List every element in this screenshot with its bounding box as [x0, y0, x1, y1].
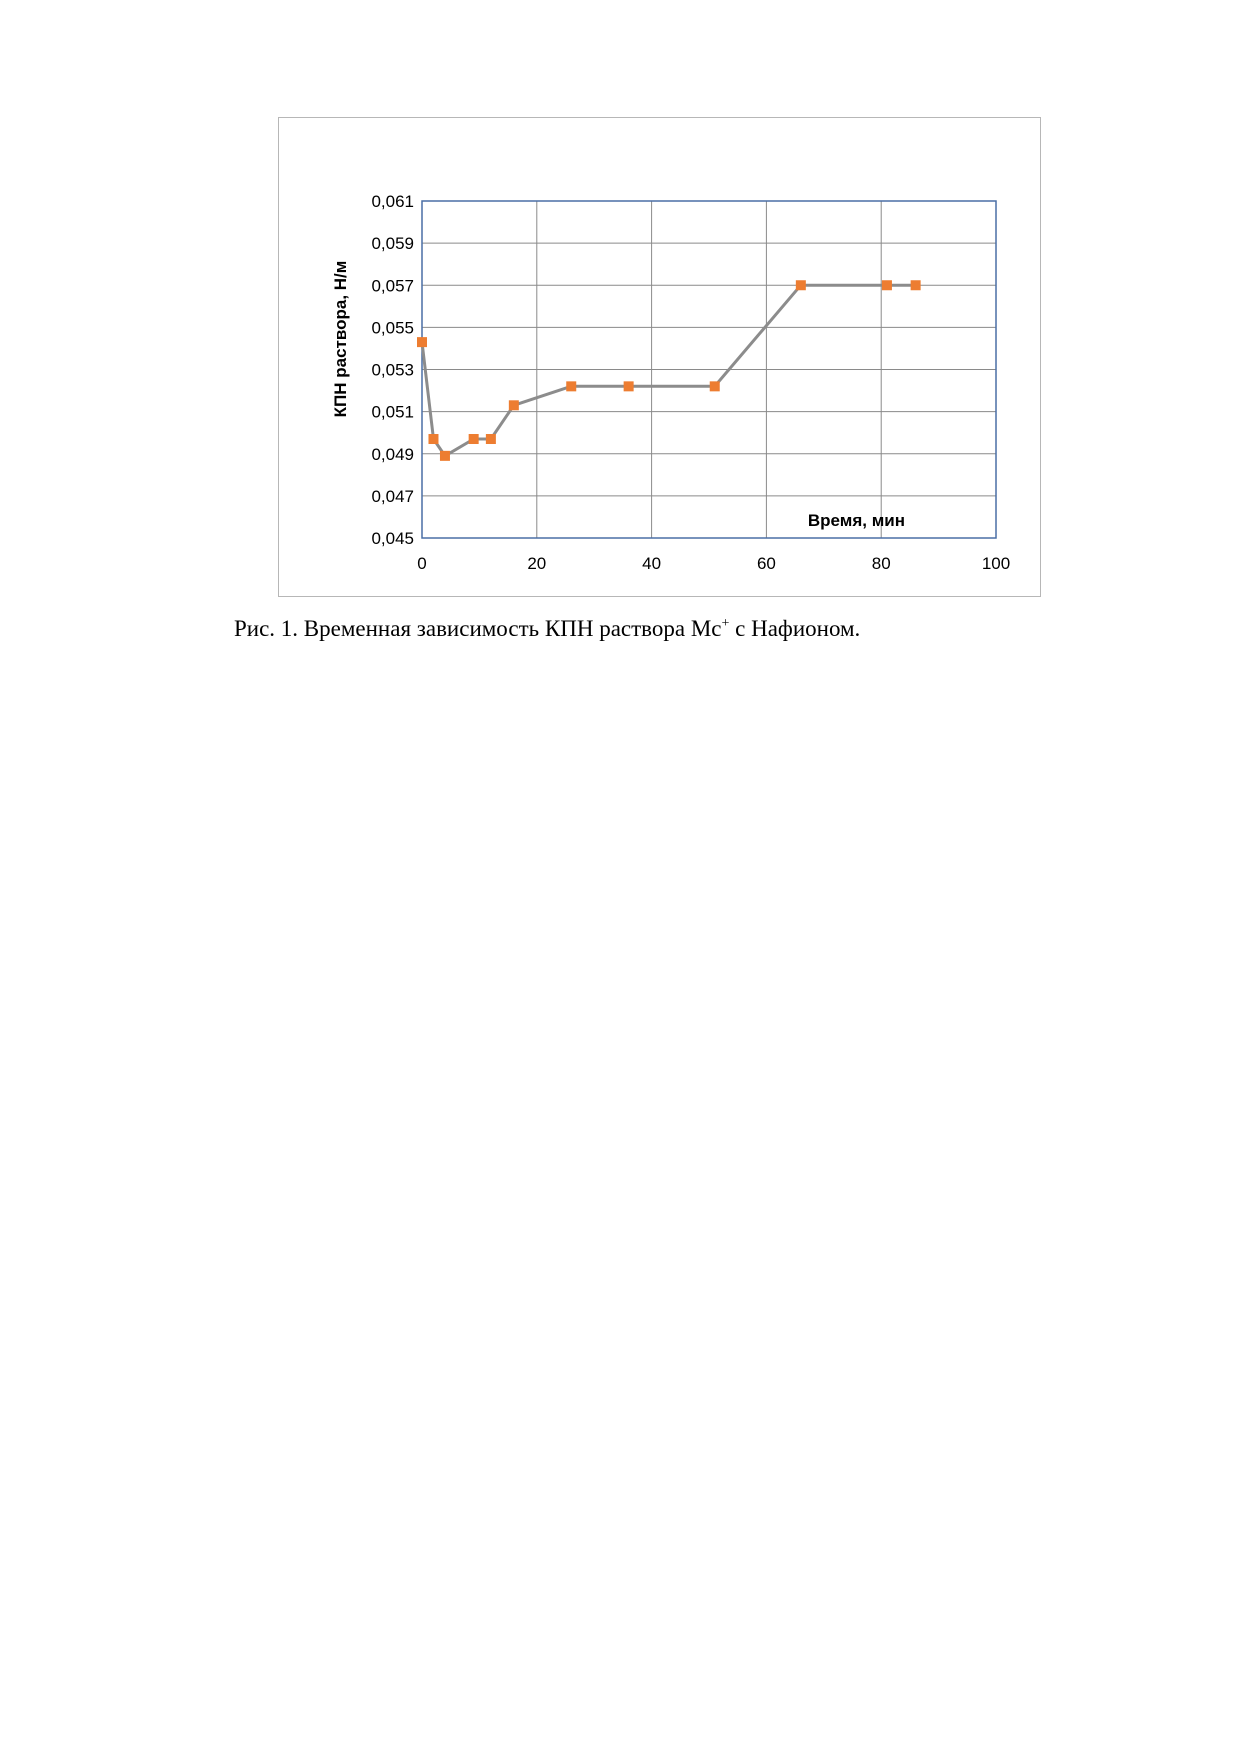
chart-frame	[278, 117, 1041, 597]
data-point-marker	[469, 434, 479, 444]
tick-layer	[371, 192, 1010, 573]
y-tick-label: 0,061	[371, 192, 414, 211]
data-point-marker	[882, 280, 892, 290]
x-tick-label: 100	[981, 554, 1011, 573]
y-tick-label: 0,045	[371, 529, 414, 548]
y-tick-label: 0,049	[371, 444, 414, 464]
caption-superscript: +	[721, 616, 730, 631]
data-point-marker	[911, 280, 921, 290]
y-tick-label: 0,053	[371, 360, 414, 380]
x-tick-label: 0	[417, 554, 427, 573]
x-tick-label: 80	[871, 554, 891, 573]
x-tick-label: 60	[756, 554, 776, 573]
caption-suffix: с Нафионом.	[729, 616, 861, 641]
x-axis-title: Время, мин	[807, 511, 905, 530]
y-tick-label: 0,051	[371, 402, 414, 422]
data-point-marker	[417, 337, 427, 347]
x-tick-label: 20	[527, 554, 547, 573]
x-tick-label: 40	[642, 554, 662, 573]
y-tick-label: 0,047	[371, 486, 414, 506]
series-line	[422, 285, 916, 456]
grid-layer	[422, 201, 996, 538]
data-point-marker	[710, 381, 720, 391]
data-point-marker	[796, 280, 806, 290]
y-axis-title: КПН раствора, Н/м	[331, 260, 350, 418]
chart-svg	[279, 118, 1042, 598]
data-point-marker	[486, 434, 496, 444]
data-point-marker	[624, 381, 634, 391]
y-tick-label: 0,057	[371, 276, 414, 296]
y-tick-label: 0,059	[371, 234, 414, 254]
data-point-marker	[509, 400, 519, 410]
data-point-marker	[440, 451, 450, 461]
caption-text: Рис. 1. Временная зависимость КПН раствора Mc	[234, 616, 722, 641]
y-tick-label: 0,055	[371, 318, 414, 338]
series-layer	[417, 280, 921, 461]
data-point-marker	[428, 434, 438, 444]
figure-caption	[234, 616, 1134, 642]
data-point-marker	[566, 381, 576, 391]
